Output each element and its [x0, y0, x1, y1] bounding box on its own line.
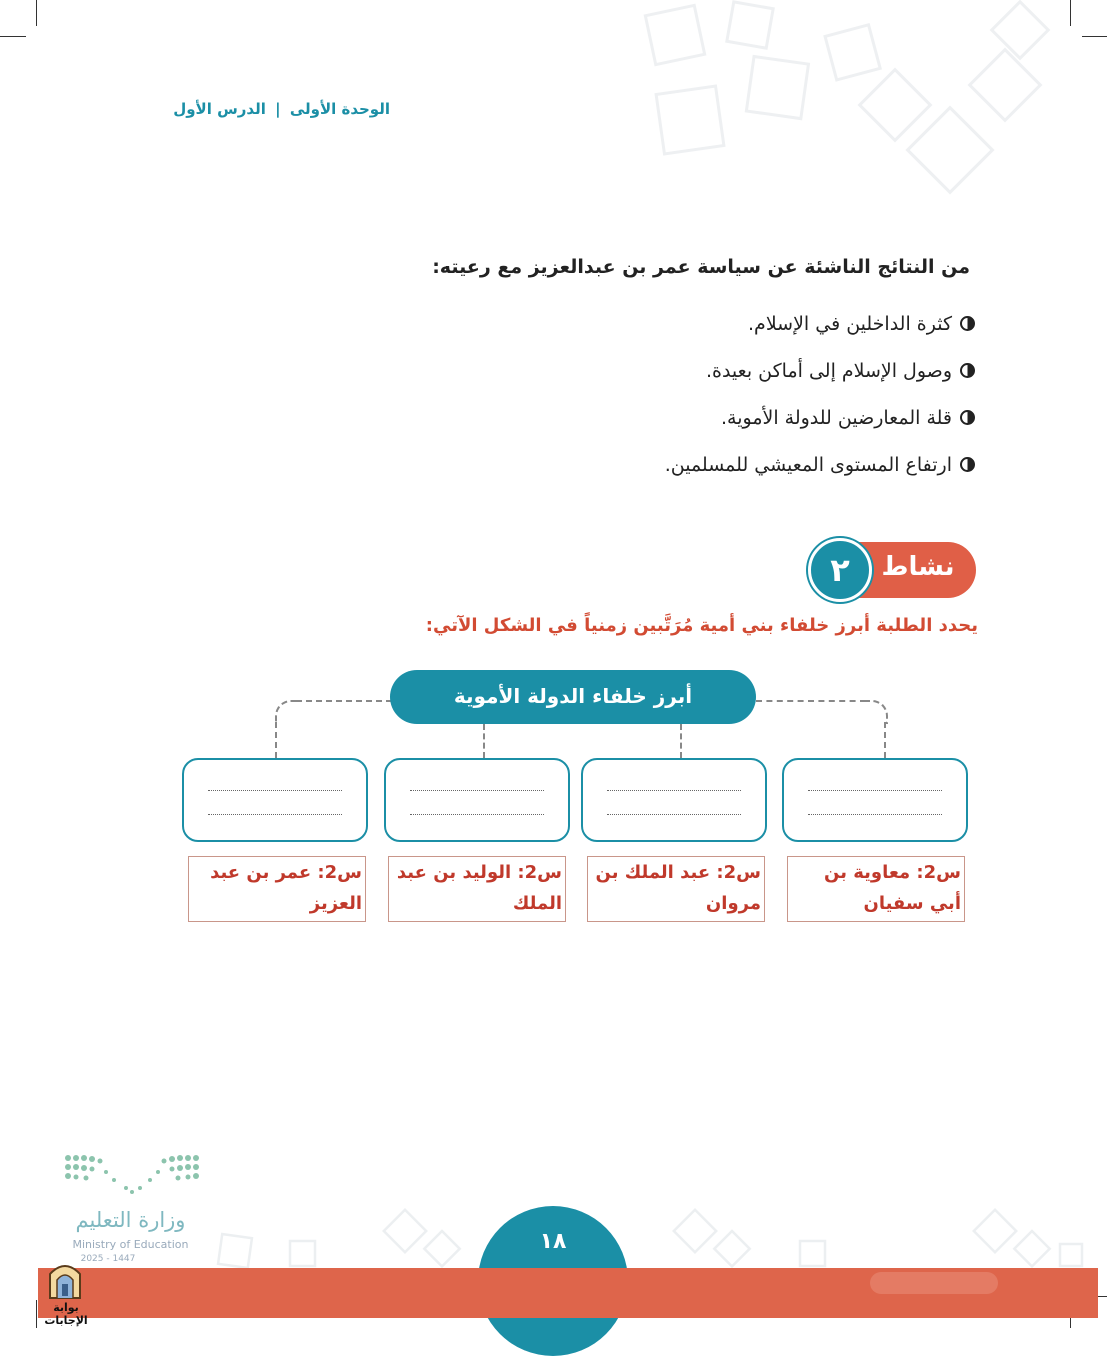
ministry-logo-icon	[62, 1152, 202, 1198]
results-list	[400, 300, 975, 488]
half-circle-bullet-icon	[960, 410, 975, 425]
half-circle-bullet-icon	[960, 457, 975, 472]
crop-mark	[36, 0, 37, 26]
connector-line	[296, 700, 392, 702]
ministry-year: 2025 - 1447	[80, 1254, 136, 1264]
connector-line	[680, 724, 682, 758]
half-circle-bullet-icon	[960, 363, 975, 378]
page-header	[150, 100, 390, 118]
lesson-label: الدرس الأول	[173, 100, 266, 118]
answer-box[interactable]	[384, 758, 570, 842]
list-item-text: وصول الإسلام إلى أماكن بعيدة.	[705, 359, 952, 382]
answer-box[interactable]	[182, 758, 368, 842]
answer-caliph-3: س2: الوليد بن عبد الملك	[388, 856, 566, 922]
header-separator: |	[275, 100, 281, 118]
answers-portal-logo-icon	[46, 1258, 84, 1300]
page-number: ١٨	[539, 1229, 567, 1254]
activity-instruction: يحدد الطلبة أبرز خلفاء بني أمية مُرَتَّبين زمنياً في الشكل الآتي:	[425, 615, 978, 636]
connector-line	[884, 722, 886, 758]
list-item-text: ارتفاع المستوى المعيشي للمسلمين.	[664, 453, 952, 476]
connector-line	[483, 724, 485, 758]
half-circle-bullet-icon	[960, 316, 975, 331]
crop-mark	[0, 36, 26, 37]
decorative-pattern	[200, 1196, 1100, 1271]
answer-caliph-1: س2: معاوية بن أبي سفيان	[787, 856, 965, 922]
watermark-text: بوابة الإجابات	[44, 1301, 88, 1327]
unit-label: الوحدة الأولى	[289, 100, 390, 118]
decorative-pattern	[620, 0, 1090, 200]
ministry-name-arabic: وزارة التعليم	[75, 1208, 186, 1232]
connector-corner	[864, 700, 888, 724]
list-item	[400, 394, 975, 441]
connector-line	[756, 700, 866, 702]
answer-box[interactable]	[581, 758, 767, 842]
answer-caliph-2: س2: عبد الملك بن مروان	[587, 856, 765, 922]
answer-box[interactable]	[782, 758, 968, 842]
list-item	[400, 300, 975, 347]
ministry-name-english: Ministry of Education	[72, 1238, 189, 1251]
list-item	[400, 441, 975, 488]
results-heading: من النتائج الناشئة عن سياسة عمر بن عبدالعزيز مع رعيته:	[432, 256, 970, 278]
list-item-text: قلة المعارضين للدولة الأموية.	[720, 406, 952, 429]
list-item	[400, 347, 975, 394]
activity-number: ٢	[808, 538, 872, 602]
connector-corner	[275, 700, 299, 724]
connector-line	[275, 722, 277, 758]
diagram-title: أبرز خلفاء الدولة الأموية	[390, 670, 756, 724]
footer-tab	[870, 1272, 998, 1294]
answer-caliph-4: س2: عمر بن عبد العزيز	[188, 856, 366, 922]
list-item-text: كثرة الداخلين في الإسلام.	[748, 312, 952, 335]
activity-badge	[808, 538, 976, 602]
activity-label: نشاط	[881, 552, 955, 582]
